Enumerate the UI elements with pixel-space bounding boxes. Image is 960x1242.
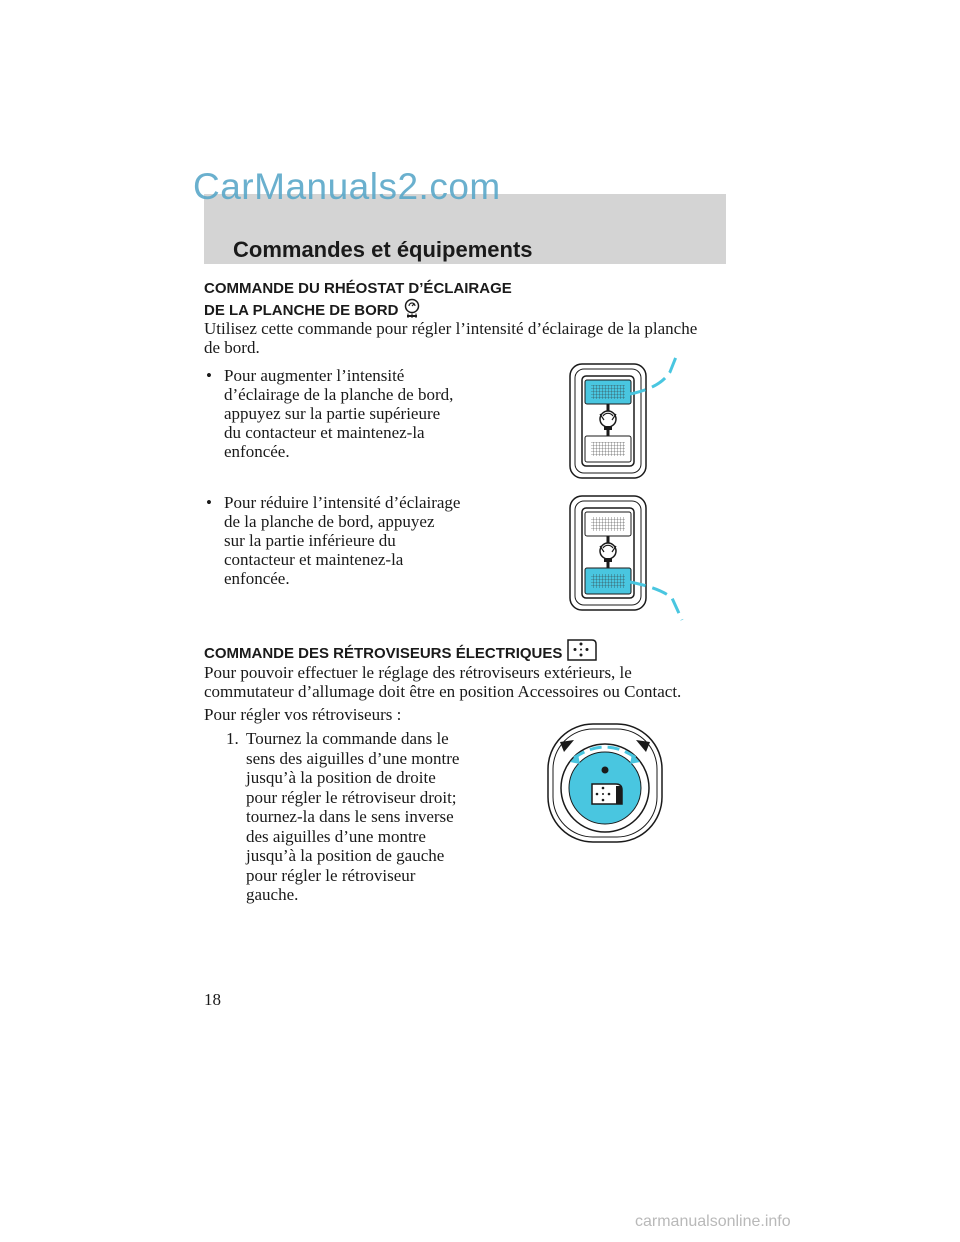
bullet-decrease (204, 493, 494, 588)
text-line: commutateur d’allumage doit être en position Accessoires ou Contact. (204, 682, 682, 701)
section2-lead: Pour régler vos rétroviseurs : (204, 705, 402, 724)
text-line: de bord. (204, 338, 260, 357)
text-line: de la planche de bord, appuyez (224, 512, 435, 531)
section-title-line: COMMANDE DU RHÉOSTAT D’ÉCLAIRAGE (204, 280, 512, 297)
text-line: sur la partie inférieure du (224, 531, 396, 550)
text-line: d’éclairage de la planche de bord, (224, 385, 454, 404)
text-line: des aiguilles d’une montre (246, 826, 426, 846)
step-text (226, 729, 486, 905)
text-line: sens des aiguilles d’une montre (246, 748, 460, 768)
bullet-dot: • (206, 493, 212, 512)
section-title-line: DE LA PLANCHE DE BORD (204, 297, 512, 319)
page-header-title: Commandes et équipements (233, 237, 533, 262)
watermark-logo: CarManuals2.com (193, 166, 501, 207)
section-title-line: COMMANDE DES RÉTROVISEURS ÉLECTRIQUES (204, 645, 563, 662)
text-line: Tournez la commande dans le (246, 729, 449, 748)
text-line: appuyez sur la partie supérieure (224, 404, 441, 423)
text-line: du contacteur et maintenez-la (224, 423, 425, 442)
text-line: gauche. (246, 885, 299, 904)
bullet-increase (204, 366, 494, 461)
step-number: 1. (226, 729, 239, 748)
dimmer-switch-down-figure (560, 492, 690, 622)
step-1 (226, 729, 486, 905)
text-line: tournez-la dans le sens inverse (246, 807, 454, 826)
dimmer-switch-up-figure (560, 352, 690, 487)
section-title-dimmer (204, 280, 512, 319)
text-line: Utilisez cette commande pour régler l’intensité d’éclairage de la planche (204, 319, 698, 338)
text-line: jusqu’à la position de gauche (246, 846, 445, 865)
text-line: contacteur et maintenez-la (224, 550, 404, 569)
text-line: enfoncée. (224, 442, 290, 461)
page-number: 18 (204, 990, 221, 1009)
text-line: pour régler le rétroviseur droit; (246, 787, 457, 807)
text-line: pour régler le rétroviseur (246, 865, 416, 885)
section-title-mirrors (204, 638, 598, 662)
text-line: Pour réduire l’intensité d’éclairage (224, 493, 461, 512)
dash-light-icon (402, 297, 422, 319)
text-line: enfoncée. (224, 569, 290, 588)
text-line: Pour augmenter l’intensité (224, 366, 405, 385)
power-mirror-icon (566, 638, 598, 662)
text-line: jusqu’à la position de droite (246, 768, 436, 787)
bullet-dot: • (206, 366, 212, 385)
section2-intro (204, 663, 724, 701)
mirror-control-knob-figure (540, 720, 670, 846)
text-line: Pour pouvoir effectuer le réglage des rétroviseurs extérieurs, le (204, 663, 632, 682)
watermark-footer: carmanualsonline.info (635, 1213, 791, 1230)
